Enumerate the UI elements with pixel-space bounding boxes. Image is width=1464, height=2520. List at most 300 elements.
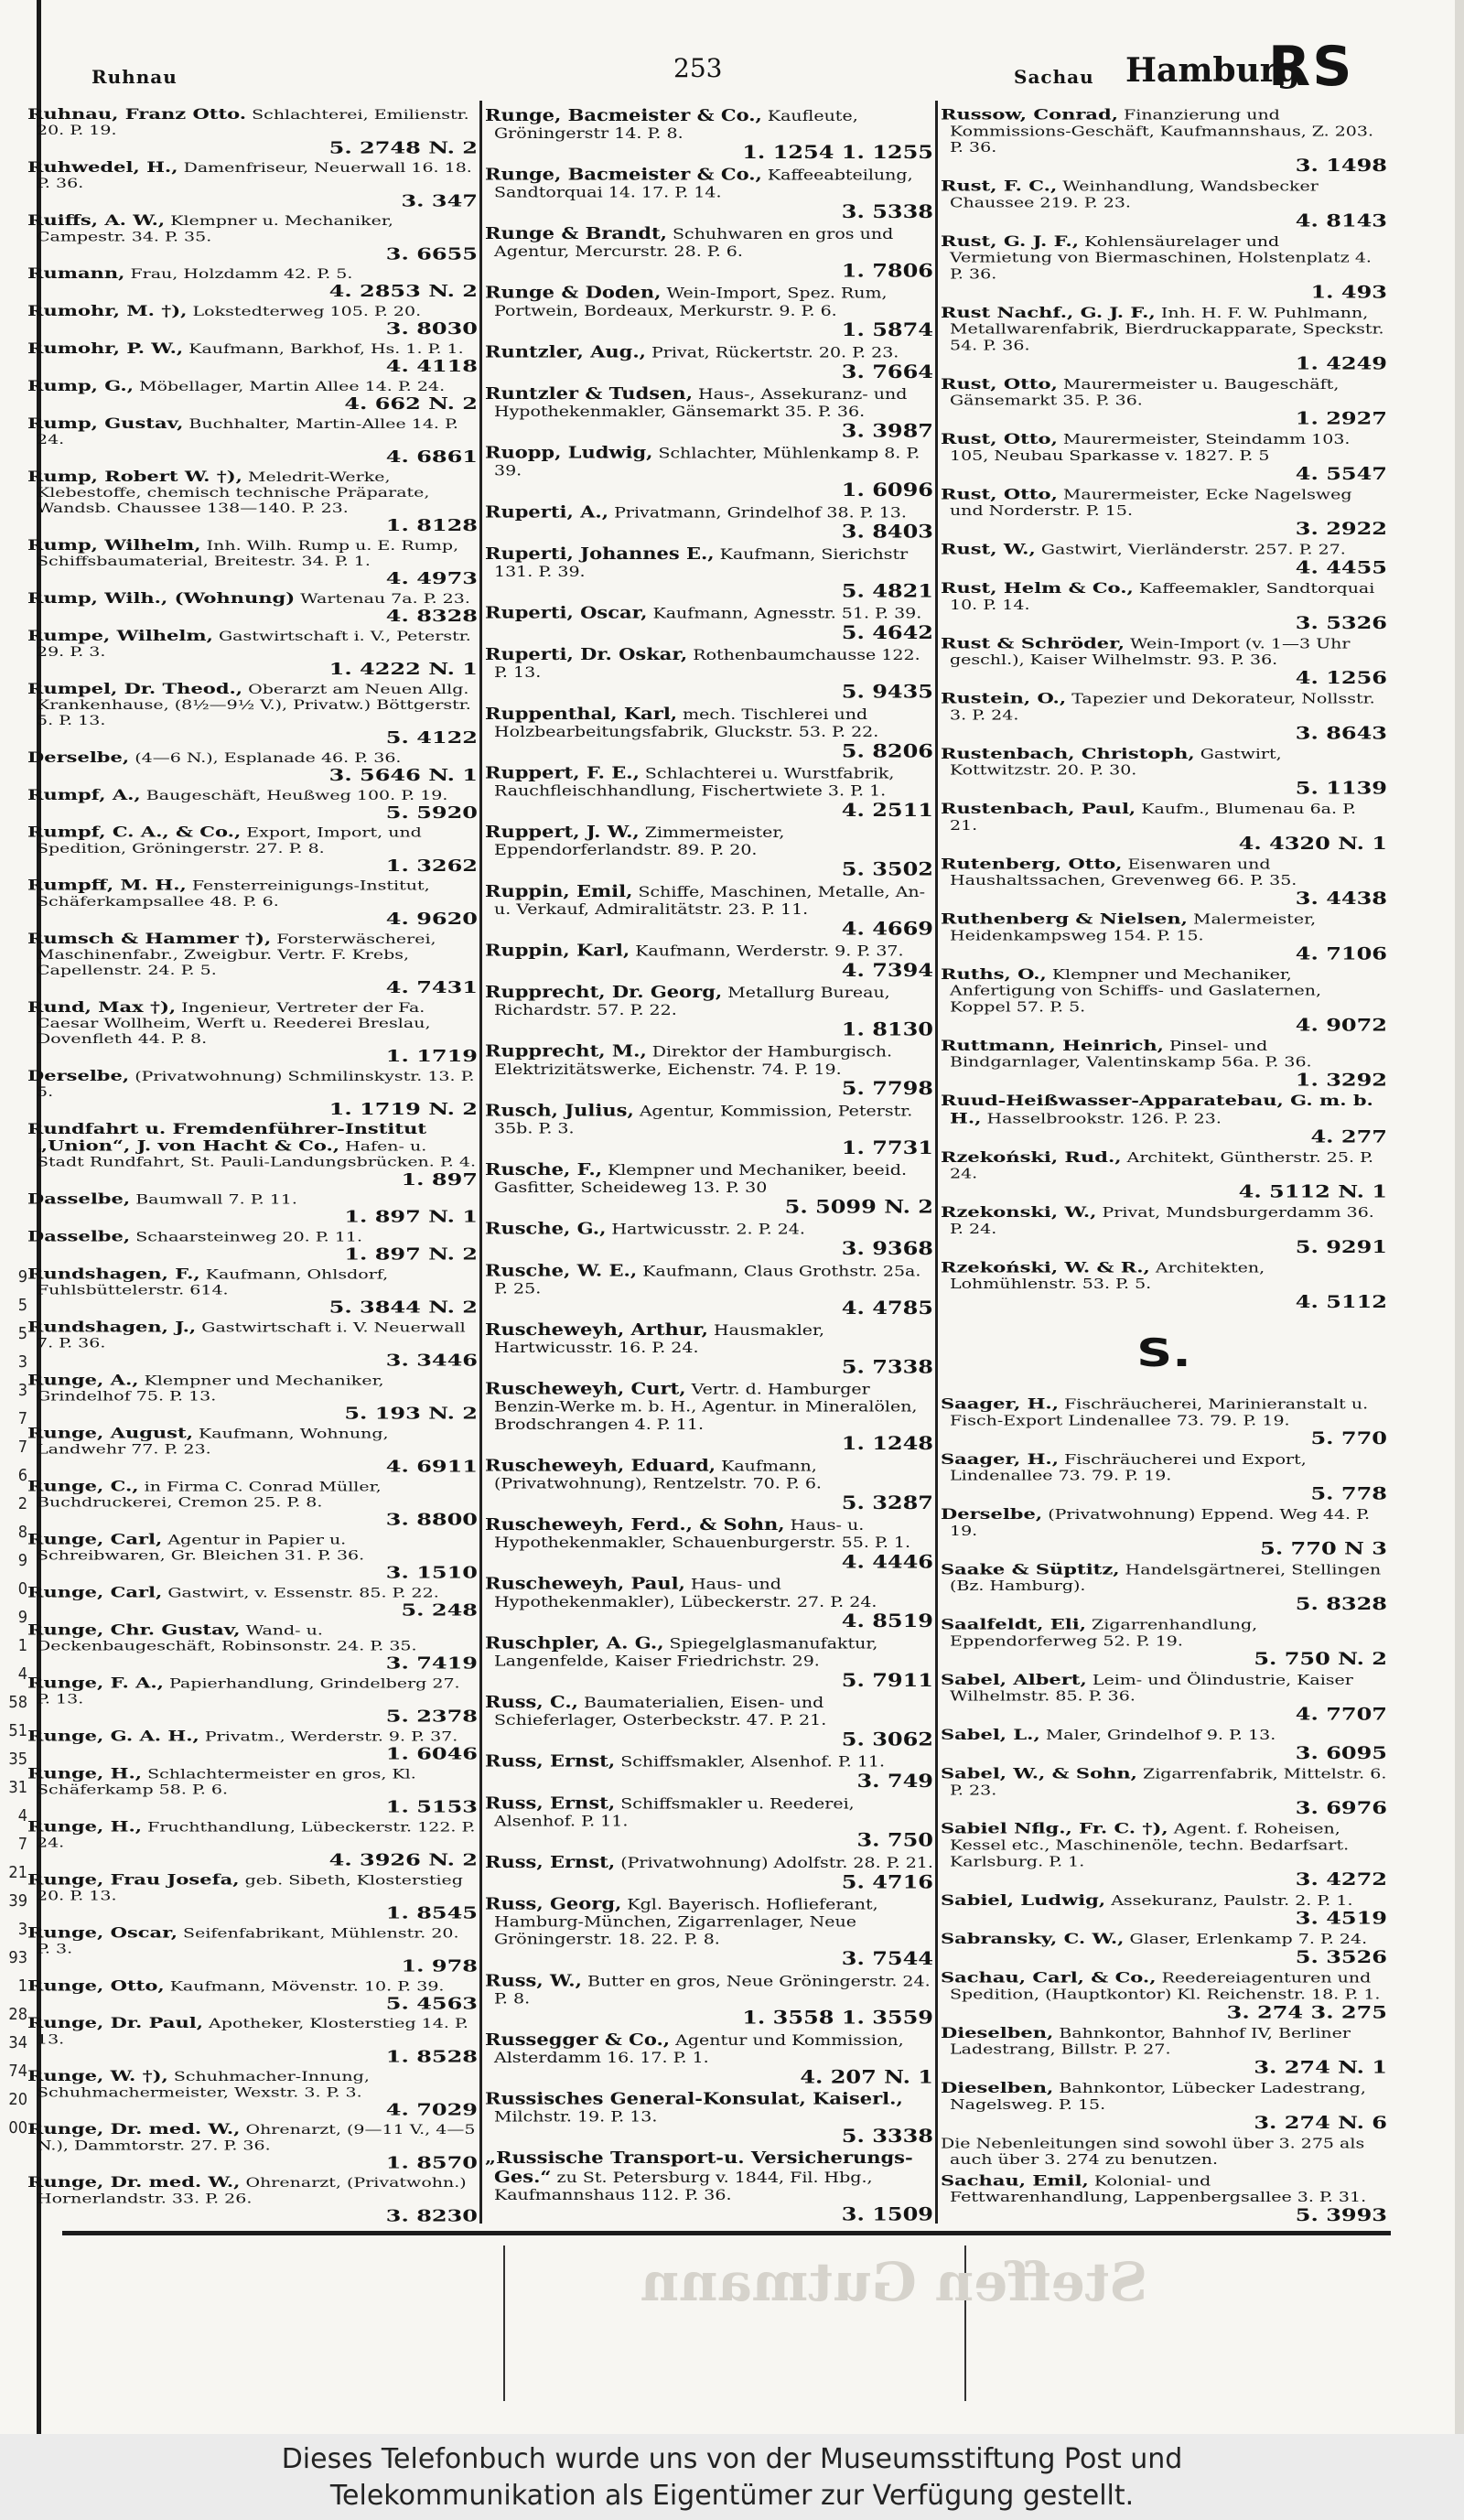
entry-name: Russ, Ernst, [485,1793,616,1813]
entry-details: Spiegelglasmanufaktur, Langenfelde, Kaiser Friedrichstr. 29. [494,1635,878,1670]
entry-name: Rust, Otto, [941,485,1058,503]
directory-entry [483,823,935,882]
directory-entry [483,1752,935,1794]
directory-entry [483,544,935,604]
directory-entry [939,106,1389,178]
entry-name: Rump, Gustav, [27,414,184,432]
entry-details: Schlachter, Mühlenkamp 8. P. 39. [494,445,920,479]
margin-number: 3 [17,1352,27,1372]
phone-number: 5. 4716 [841,1870,933,1893]
entry-details: Milchstr. 19. P. 13. [494,2108,658,2126]
entry-details: Schlachterei u. Wurstfabrik, Rauchfleischhandlung, Fischertwiete 3. P. 1. [494,765,895,800]
phone-number: 5. 4821 [841,579,933,602]
phone-number: 5. 9291 [1295,1236,1387,1257]
margin-number: 34 [8,2033,27,2052]
phone-number: 4. 6861 [385,446,478,467]
phone-number: 4. 5112 [1295,1291,1387,1312]
entry-name: Ruppert, J. W., [485,822,640,842]
phone-number: 3. 2922 [1295,518,1387,539]
entry-details: Zimmermeister, Eppendorferlandstr. 89. P. 20. [494,824,785,859]
directory-entry [26,106,479,159]
page-number: 253 [673,53,723,83]
entry-name: Sabiel, Ludwig, [941,1890,1106,1909]
phone-number: 1. 8128 [385,514,478,535]
phone-number: 1. 3292 [1295,1069,1387,1091]
directory-entry [939,1671,1389,1726]
phone-number: 4. 7106 [1295,942,1387,964]
entry-details: Assekuranz, Paulstr. 2. P. 1. [1105,1892,1353,1909]
directory-entry [939,1561,1389,1616]
phone-number: 4. 9072 [1295,1014,1387,1035]
directory-entry [483,106,935,166]
phone-number: 1. 493 [1310,281,1387,302]
entry-name: Runge, Otto, [27,1976,165,1995]
entry-name: Rzekoński, Rud., [941,1147,1122,1166]
phone-number: 5. 3526 [1295,1946,1387,1967]
phone-number: 5. 750 N. 2 [1254,1648,1387,1669]
entry-name: Russegger & Co., [485,2030,671,2050]
phone-number: 4. 1256 [1295,667,1387,688]
directory-entry [26,590,479,628]
directory-entry [939,2172,1389,2227]
directory-entry [483,983,935,1042]
entry-details: Agentur und Kommission, Alsterdamm 16. 17. P. 1. [494,2031,904,2067]
entry-name: Russ, Georg, [485,1893,622,1913]
entry-details: Agentur, Kommission, Peterstr. 35b. P. 3. [494,1103,913,1137]
entry-details: Hartwicusstr. 2. P. 24. [606,1221,805,1238]
directory-entry [26,2068,479,2121]
phone-number: 5. 193 N. 2 [344,1403,478,1424]
phone-number: 3. 4438 [1295,888,1387,909]
margin-number: 1 [17,1636,27,1655]
margin-number: 2 [17,1494,27,1513]
directory-entry [26,1728,479,1765]
entry-name: Saalfeldt, Eli, [941,1615,1087,1633]
directory-entry [483,166,935,225]
directory-entry [26,303,479,340]
entry-details: Kaufmann, Claus Grothstr. 25a. P. 25. [494,1263,921,1298]
margin-number: 9 [17,1608,27,1627]
directory-entry [939,1820,1389,1891]
entry-name: Rump, Wilh., (Wohnung) [27,589,296,607]
phone-number: 4. 8519 [841,1610,933,1632]
entry-details: Lokstedterweg 105. P. 20. [187,304,422,319]
directory-entry [26,1584,479,1621]
entry-name: Rumpf, C. A., & Co., [27,823,242,841]
column-rule [479,101,482,2224]
entry-details: Klempner und Mechaniker, Anfertigung von Schiffs- und Gaslaternen, Koppel 57. P. 5. [950,966,1322,1016]
phone-number: 4. 4455 [1295,556,1387,578]
directory-entry [26,468,479,537]
phone-number: 5. 9435 [841,680,933,703]
entry-details: Glaser, Erlenkamp 7. P. 24. [1124,1932,1368,1948]
directory-entry [26,212,479,265]
directory-entry [939,1450,1389,1505]
entry-details: Wein-Import (v. 1—3 Uhr geschl.), Kaiser Wilhelmstr. 93. P. 36. [950,636,1351,669]
phone-number: 3. 1509 [841,2202,933,2225]
directory-entry [483,2090,935,2149]
entry-name: Rusch, Julius, [485,1100,634,1120]
entry-name: Rusche, F., [485,1159,602,1179]
phone-number: 5. 5920 [385,802,478,823]
directory-entry [483,1320,935,1380]
entry-details: Inh. Wilh. Rump u. E. Rump, Schiffsbaumaterial, Breitestr. 34. P. 1. [37,538,459,569]
phone-number: 1. 5153 [385,1796,478,1816]
phone-number: 1. 5874 [841,318,933,341]
phone-number: 5. 778 [1310,1482,1387,1504]
directory-entry [939,690,1389,745]
entry-details: Leim- und Ölindustrie, Kaiser Wilhelmstr. 85. P. 36. [950,1672,1353,1705]
phone-number: 4. 6911 [385,1456,478,1477]
directory-entry [26,1765,479,1818]
entry-details: mech. Tischlerei und Holzbearbeitungsfabrik, Gluckstr. 53. P. 22. [494,705,879,741]
directory-entry [939,375,1389,430]
column-rule [935,101,938,2224]
directory-entry [26,1372,479,1425]
entry-details: Agentur in Papier u. Schreibwaren, Gr. Bleichen 31. P. 36. [37,1532,365,1564]
phone-number: 1. 1254 1. 1255 [742,141,933,164]
phone-number: 5. 7338 [841,1355,933,1378]
directory-entry [26,265,479,303]
entry-details: Kaufmann, Ohlsdorf, Fuhlsbüttelerstr. 614. [37,1266,389,1298]
entry-details: Möbellager, Martin Allee 14. P. 24. [134,379,446,394]
directory-entry [26,1228,479,1265]
phone-number: 1. 7806 [841,259,933,282]
directory-entry [483,705,935,764]
phone-number: 1. 7731 [841,1136,933,1158]
entry-details: Fruchthandlung, Lübeckerstr. 122. P. 24. [37,1819,476,1851]
bleed-through-text: Steffen Gutmann [640,2251,1148,2313]
phone-number: 3. 347 [401,190,478,210]
entry-name: Runge, C., [27,1477,139,1495]
entry-name: Runge, Chr. Gustav, [27,1621,241,1639]
entry-details: Maurermeister, Ecke Nagelsweg und Norderstr. P. 15. [950,487,1352,520]
phone-number: 5. 770 [1310,1427,1387,1448]
entry-details: Bahnkontor, Lübecker Ladestrang, Nagelsweg. P. 15. [950,2081,1366,2113]
entry-details: Zigarrenfabrik, Mittelstr. 6. P. 23. [950,1766,1387,1799]
directory-entry [939,1931,1389,1969]
phone-number: 3. 8403 [841,520,933,543]
phone-number: 4. 9620 [385,908,478,929]
entry-name: Saake & Süptitz, [941,1559,1120,1578]
margin-number: 9 [17,1267,27,1287]
entry-details: Agent. f. Roheisen, Kessel etc., Maschinenöle, techn. Bedarfsart. Karlsburg. P. 1. [950,1821,1350,1870]
phone-number: 3. 750 [856,1828,933,1851]
directory-entry [26,1977,479,2015]
directory-entry [939,2024,1389,2079]
entry-name: Runge & Doden, [485,283,662,302]
phone-number: 5. 3502 [841,857,933,880]
phone-number: 1. 8528 [385,2046,478,2066]
entry-details: Rothenbaumchausse 122. P. 13. [494,647,920,682]
entry-details: geb. Sibeth, Klosterstieg 20. P. 13. [37,1872,463,1904]
entry-name: Rumpf, A., [27,785,141,803]
phone-number: 1. 3558 1. 3559 [742,2006,933,2029]
directory-entry [483,2148,935,2226]
entry-details: Inh. H. F. W. Puhlmann, Metallwarenfabrik, Bierdruckapparate, Speckstr. 54. P. 36. [950,305,1384,354]
phone-number: 1. 4222 N. 1 [328,658,478,679]
entry-details: Fischräucherei und Export, Lindenallee 73. 79. P. 19. [950,1451,1307,1484]
phone-number: 4. 277 [1310,1125,1387,1147]
margin-number: 20 [8,2090,27,2109]
entry-details: Schuhmacher-Innung, Schuhmachermeister, Wexstr. 3. P. 3. [37,2069,370,2101]
entry-details: Hausmakler, Hartwicusstr. 16. P. 24. [494,1321,825,1357]
entry-details: (4—6 N.), Esplanade 46. P. 36. [129,750,402,766]
directory-entry [483,1262,935,1321]
entry-details: Seifenfabrikant, Mühlenstr. 20. P. 3. [37,1925,459,1957]
phone-number: 3. 8800 [385,1509,478,1530]
entry-details: Kaufmann, Sierichstr 131. P. 39. [494,545,909,581]
margin-number: 6 [17,1466,27,1485]
directory-entry [483,1972,935,2031]
directory-entry [939,800,1389,855]
entry-name: Rumann, [27,264,125,282]
directory-entry [26,1265,479,1319]
entry-name: Rust & Schröder, [941,633,1125,652]
phone-number: 4. 5112 N. 1 [1238,1180,1387,1202]
entry-name: Rundfahrt u. Fremdenführer-Institut „Union“, J. von Hacht & Co., [27,1120,427,1155]
entry-name: Runge, Carl, [27,1583,163,1601]
phone-number: 1. 2927 [1295,407,1387,429]
column-1 [26,106,479,2227]
phone-number: 4. 662 N. 2 [344,393,478,414]
margin-number: 31 [8,1778,27,1797]
entry-name: Russ, C., [485,1692,578,1712]
margin-number: 39 [8,1891,27,1911]
entry-name: Ruperti, Johannes E., [485,544,715,564]
entry-name: Rundshagen, J., [27,1318,197,1336]
directory-entry [939,1969,1389,2024]
phone-number: 3. 749 [856,1769,933,1793]
entry-details: Ohrenarzt, (9—11 V., 4—5 N.), Dammtorstr. 27. P. 36. [37,2122,476,2154]
entry-details: Schiffe, Maschinen, Metalle, An- u. Verkauf, Admiralitätstr. 23. P. 11. [494,883,926,919]
phone-number: 3. 8643 [1295,722,1387,743]
directory-entry [483,224,935,284]
directory-entry [483,1794,935,1854]
directory-entry [26,1531,479,1584]
directory-entry [483,1853,935,1895]
directory-entry [26,1818,479,1871]
entry-name: Rust, G. J. F., [941,232,1080,250]
directory-entry [26,878,479,931]
directory-entry [939,1891,1389,1930]
entry-name: Ruschpler, A. G., [485,1632,664,1653]
phone-number: 4. 7029 [385,2099,478,2119]
entry-name: Rundshagen, F., [27,1265,200,1283]
entry-details: Hafen- u. Stadt Rundfahrt, St. Pauli-Landungsbrücken. P. 4. [37,1138,477,1170]
phone-number: 1. 978 [401,1955,478,1976]
entry-details: Kaufmann, Werderstr. 9. P. 37. [630,942,904,960]
entry-details: Haus-, Assekuranz- und Hypothekenmakler, Gänsemarkt 35. P. 36. [494,385,908,421]
phone-number: 1. 897 [401,1168,478,1190]
entry-name: Ruperti, A., [485,501,609,522]
directory-entry [483,1042,935,1102]
phone-number: 5. 3338 [841,2124,933,2148]
entry-name: Runge, Oscar, [27,1923,178,1942]
directory-entry [939,1204,1389,1259]
phone-number: 3. 274 N. 6 [1254,2112,1387,2133]
phone-number: 4. 7394 [841,958,933,981]
phone-number: 3. 5326 [1295,612,1387,633]
entry-name: Rupprecht, M., [485,1041,647,1061]
phone-number: 4. 2511 [841,798,933,821]
directory-entry [939,580,1389,635]
entry-details: Kaufleute, Gröningerstr 14. P. 8. [494,107,858,142]
entry-details: Kaffeeabteilung, Sandtorquai 14. 17. P. 14. [494,167,913,201]
directory-entry [939,1092,1389,1148]
directory-entry [26,1425,479,1478]
directory-entry [483,764,935,824]
entry-details: Eisenwaren und Haushaltssachen, Grevenweg 66. P. 35. [950,856,1297,889]
phone-number: 1. 897 N. 2 [344,1244,478,1265]
entry-name: Russ, Ernst, [485,1852,616,1872]
entry-details: Metallurg Bureau, Richardstr. 57. P. 22. [494,984,890,1019]
entry-details: Malermeister, Heidenkampsweg 154. P. 15. [950,911,1317,944]
margin-number: 74 [8,2062,27,2081]
entry-name: Ruscheweyh, Eduard, [485,1455,716,1475]
phone-number: 5. 3844 N. 2 [328,1297,478,1318]
directory-entry [483,1457,935,1516]
phone-number: 1. 3262 [385,855,478,876]
directory-entry [939,965,1389,1037]
entry-name: Runge, F. A., [27,1674,164,1692]
entry-details: Schiffsmakler, Alsenhof. P. 11. [615,1753,886,1771]
right-page-edge [1455,0,1464,2434]
phone-number: 3. 8030 [385,318,478,339]
entry-name: Rustein, O., [941,689,1067,707]
phone-number: 1. 8570 [385,2152,478,2172]
entry-name: Ruscheweyh, Curt, [485,1379,686,1398]
margin-number: 35 [8,1750,27,1769]
phone-number: 3. 5646 N. 1 [328,764,478,785]
footer-line-2: Telekommunikation als Eigentümer zur Verfügung gestellt. [329,2480,1135,2512]
entry-details: Handelsgärtnerei, Stellingen (Bz. Hamburg). [950,1562,1382,1594]
directory-entry [26,999,479,1068]
entry-name: Rzekoński, W. & R., [941,1258,1150,1276]
entry-name: Runge, August, [27,1424,194,1442]
footer-notice [0,2434,1464,2520]
directory-entry [939,486,1389,541]
entry-details: Apotheker, Klosterstieg 14. P. 13. [37,2016,468,2048]
directory-entry [26,2015,479,2068]
entry-name: Ruhwedel, H., [27,158,178,176]
entry-details: Damenfriseur, Neuerwall 16. 18. P. 36. [37,160,472,191]
margin-number: 0 [17,1579,27,1599]
entry-name: Saager, H., [941,1395,1060,1413]
directory-entry [26,824,479,878]
entry-details: Klempner u. Mechaniker, Campestr. 34. P. 35. [37,213,393,244]
entry-name: Ruscheweyh, Paul, [485,1574,685,1593]
margin-number: 3 [17,1381,27,1400]
phone-number: 5. 248 [401,1599,478,1620]
entry-details: Reedereiagenturen und Spedition, (Hauptkontor) Kl. Reichenstr. 18. P. 1. [950,1970,1381,2003]
entry-details: Direktor der Hamburgisch. Elektrizitätswerke, Eichenstr. 74. P. 19. [494,1043,892,1078]
directory-entry [26,681,479,749]
entry-details: Kaffeemakler, Sandtorquai 10. P. 14. [950,581,1375,613]
entry-details: Maler, Grindelhof 9. P. 13. [1039,1727,1276,1743]
entry-name: Rutenberg, Otto, [941,854,1123,873]
directory-entry [26,2174,479,2227]
entry-details: Maurermeister u. Baugeschäft, Gänsemarkt 35. P. 36. [950,376,1340,409]
margin-number: 21 [8,1863,27,1882]
entry-name: Sachau, Carl, & Co., [941,1968,1157,1987]
entry-name: Rusche, G., [485,1219,607,1238]
directory-entry [26,1319,479,1372]
header-letters: RS [1268,35,1354,99]
margin-number: 4 [17,1806,27,1825]
entry-details: Schlachtermeister en gros, Kl. Schäferkamp 58. P. 6. [37,1766,416,1798]
phone-number: 5. 770 N 3 [1260,1537,1387,1559]
directory-entry [483,1380,935,1457]
entry-details: (Privatwohnung) Eppend. Weg 44. P. 19. [950,1506,1371,1539]
phone-number: 4. 5547 [1295,463,1387,484]
phone-number: 5. 3993 [1295,2204,1387,2225]
entry-name: Ruperti, Dr. Oskar, [485,644,688,664]
directory-entry [26,415,479,468]
entry-name: Rump, Robert W. †), [27,467,242,485]
entry-details: Privat, Mundsburgerdamm 36. P. 24. [950,1205,1374,1237]
entry-details: Baugeschäft, Heußweg 100. P. 19. [140,788,448,803]
phone-number: 4. 4446 [841,1550,933,1573]
entry-details: Forsterwäscherei, Maschinenfabr., Zweigbur. Vertr. F. Krebs, Capellenstr. 24. P. 5. [37,932,436,978]
entry-name: Ruiffs, A. W., [27,211,166,229]
entry-name: Rusche, W. E., [485,1260,638,1280]
entry-name: Dieselben, [941,2023,1054,2041]
phone-number: 3. 7419 [385,1653,478,1673]
entry-name: Rumpe, Wilhelm, [27,626,213,644]
entry-name: Dasselbe, [27,1190,131,1208]
entry-name: Runge, H., [27,1764,143,1782]
directory-entry [26,749,479,787]
directory-entry [483,503,935,545]
phone-number: 3. 8230 [385,2205,478,2225]
entry-details: Oberarzt am Neuen Allg. Krankenhause, (8½—9½ V.), Privatw.) Böttgerstr. 5. P. 13. [37,682,471,728]
entry-name: Rust, Otto, [941,374,1058,393]
directory-entry [26,1924,479,1977]
entry-details: Klempner und Mechaniker, beeid. Gasfitter, Scheideweg 13. P. 30 [494,1161,907,1197]
entry-details: Gastwirtschaft i. V. Neuerwall 7. P. 36. [37,1319,466,1352]
phone-number: 3. 1510 [385,1562,478,1583]
margin-number: 4 [17,1664,27,1684]
directory-entry [939,1395,1389,1450]
phone-number: 4. 4320 N. 1 [1238,833,1387,854]
phone-number: 3. 5338 [841,199,933,222]
directory-entry [939,1259,1389,1314]
column-2 [483,106,935,2227]
entry-name: Saager, H., [941,1449,1060,1468]
entry-name: Ruthenberg & Nielsen, [941,910,1188,928]
directory-entry [483,284,935,343]
directory-entry [939,541,1389,579]
entry-name: Runge, Carl, [27,1530,163,1548]
phone-number: 4. 7431 [385,976,478,997]
phone-number: 4. 4118 [385,355,478,376]
directory-entry [483,1102,935,1161]
entry-details: Klempner und Mechaniker, Grindelhof 75. P. 13. [37,1373,384,1405]
entry-details: (Privatwohnung) Schmilinskystr. 13. P. 5. [37,1069,475,1100]
directory-entry [939,745,1389,800]
entry-details: Haus- u. Hypothekenmakler, Schauenburgerstr. 55. P. 1. [494,1516,911,1552]
margin-number: 9 [17,1551,27,1570]
directory-entry [939,232,1389,304]
entry-name: Dasselbe, [27,1227,131,1245]
directory-entry [939,304,1389,375]
entry-details: Maurermeister, Steindamm 103. 105, Neubau Sparkasse v. 1827. P. 5 [950,432,1351,464]
entry-details: Baumwall 7. P. 11. [130,1191,297,1208]
phone-number: 1. 8130 [841,1018,933,1040]
entry-name: Ruppert, F. E., [485,762,640,782]
directory-entry [939,910,1389,965]
